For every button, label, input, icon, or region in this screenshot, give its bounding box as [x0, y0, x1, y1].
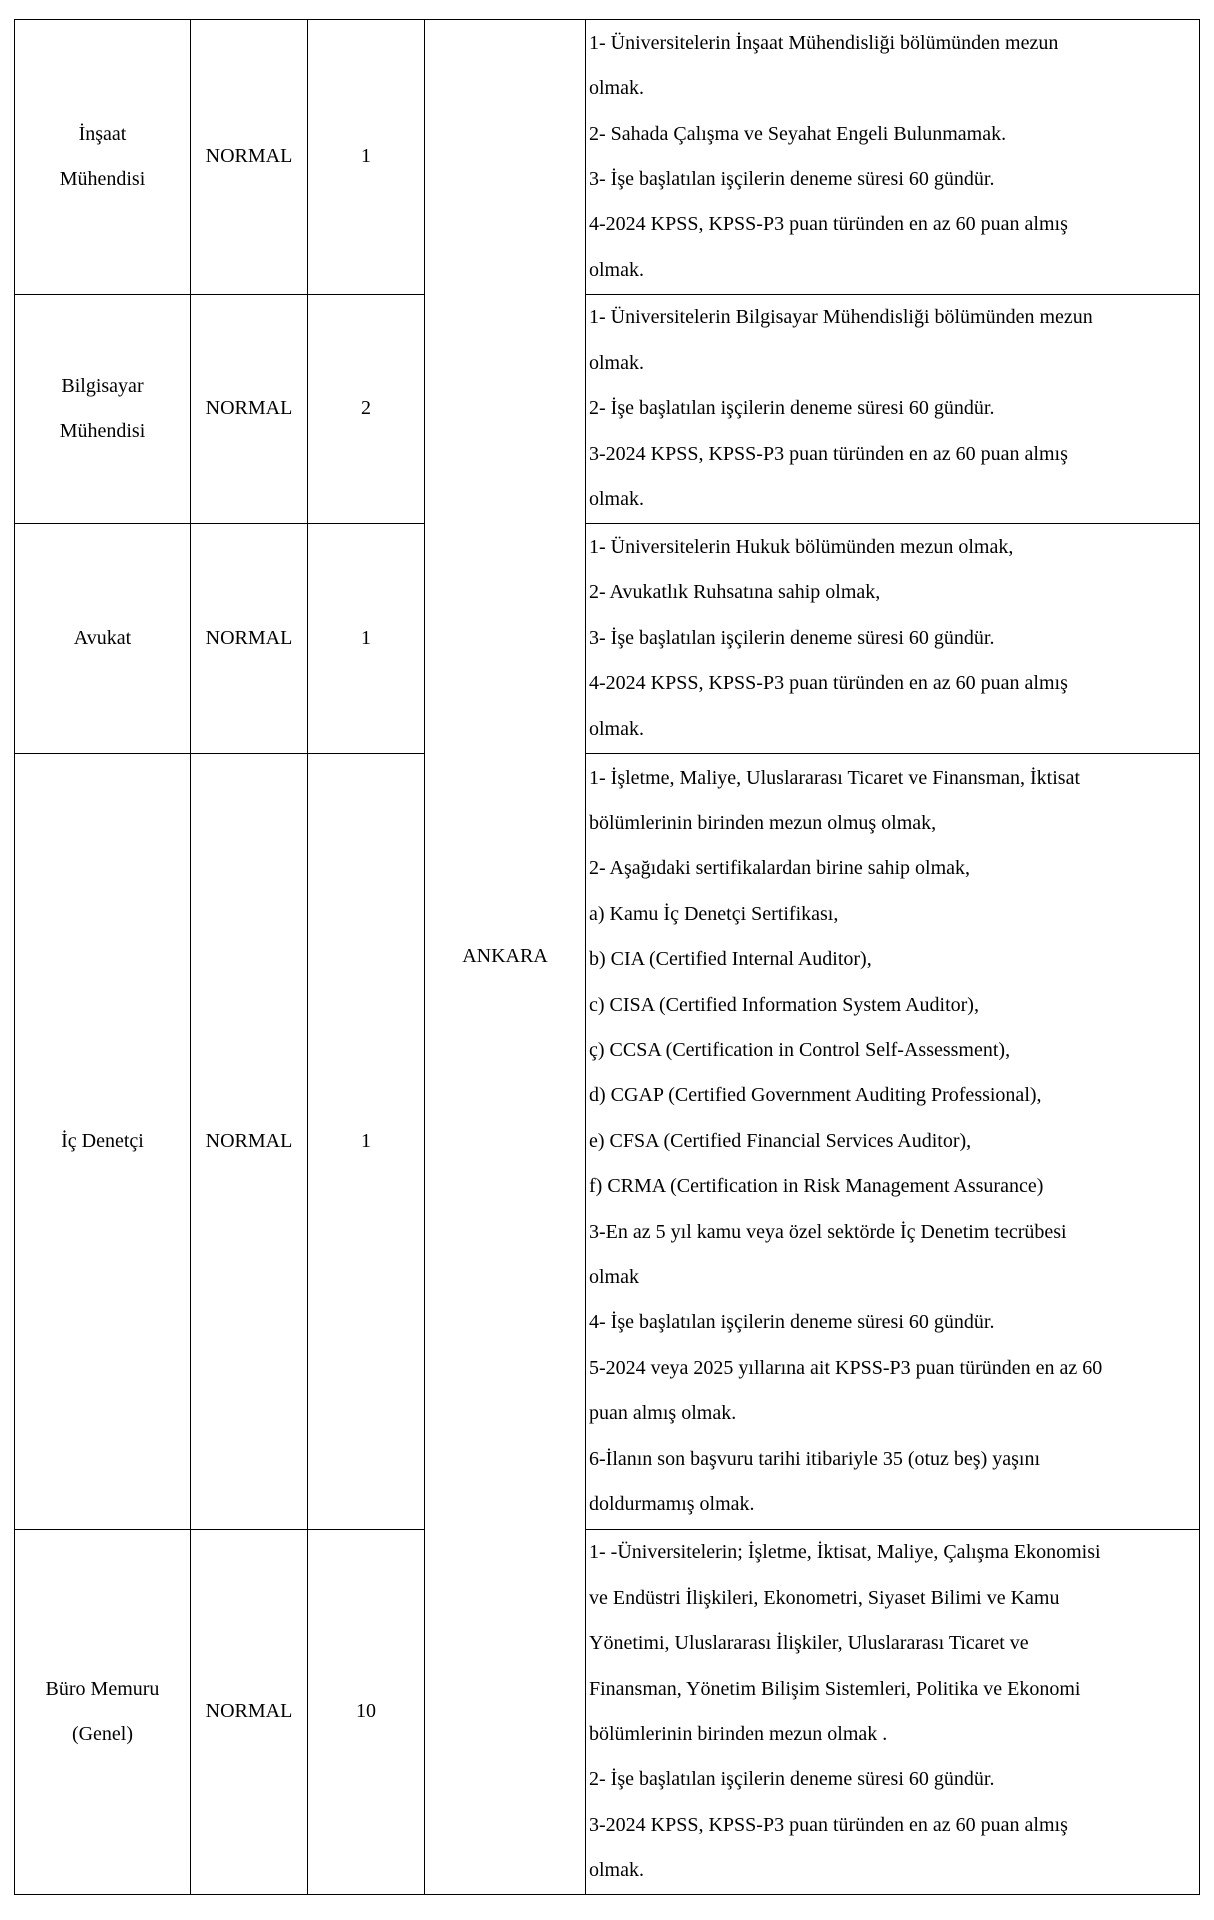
type-cell: NORMAL [191, 20, 308, 295]
text-line: Büro Memuru [45, 1677, 160, 1700]
text-line: 2- Sahada Çalışma ve Seyahat Engeli Bulunmamak. [589, 122, 1007, 145]
text-line: Yönetimi, Uluslararası İlişkiler, Uluslararası Ticaret ve [589, 1632, 1029, 1655]
position-cell [15, 20, 191, 295]
text-line: 2- Aşağıdaki sertifikalardan birine sahip olmak, [589, 857, 971, 880]
table-row [15, 295, 1200, 524]
text-line: Bilgisayar [61, 374, 144, 397]
requirements-cell [586, 1530, 1200, 1895]
type-cell: NORMAL [191, 295, 308, 524]
table-row [15, 524, 1200, 754]
text-line: bölümlerinin birinden mezun olmak . [589, 1723, 888, 1745]
text-line: 6-İlanın son başvuru tarihi itibariyle 35 (otuz beş) yaşını [589, 1447, 1041, 1470]
text-line: 4-2024 KPSS, KPSS-P3 puan türünden en az 60 puan almış [589, 672, 1068, 695]
text-line: 3-En az 5 yıl kamu veya özel sektörde İç Denetim tecrübesi [589, 1220, 1067, 1243]
text-line: olmak. [589, 1859, 644, 1882]
text-line: İnşaat [78, 122, 127, 145]
text-line: ç) CCSA (Certification in Control Self-Assessment), [589, 1038, 1011, 1061]
table-row [15, 1530, 1200, 1895]
count-cell: 1 [308, 20, 425, 295]
text-line: 2- İşe başlatılan işçilerin deneme süresi 60 gündür. [589, 397, 995, 420]
text-line: olmak. [589, 717, 644, 740]
text-line: 1- Üniversitelerin İnşaat Mühendisliği bölümünden mezun [589, 31, 1059, 54]
text-line: e) CFSA (Certified Financial Services Auditor), [589, 1129, 972, 1152]
table-row [15, 20, 1200, 295]
text-line: f) CRMA (Certification in Risk Management Assurance) [589, 1175, 1044, 1198]
text-line: 4- İşe başlatılan işçilerin deneme süresi 60 gündür. [589, 1311, 995, 1334]
text-line: 3- İşe başlatılan işçilerin deneme süresi 60 gündür. [589, 626, 995, 649]
text-line: İç Denetçi [61, 1129, 144, 1152]
type-cell: NORMAL [191, 754, 308, 1530]
text-line: 3-2024 KPSS, KPSS-P3 puan türünden en az 60 puan almış [589, 442, 1068, 465]
text-line: olmak. [589, 77, 644, 100]
text-line: d) CGAP (Certified Government Auditing Professional), [589, 1084, 1042, 1107]
text-line: 1- İşletme, Maliye, Uluslararası Ticaret ve Finansman, İktisat [589, 766, 1081, 789]
text-line: 5-2024 veya 2025 yıllarına ait KPSS-P3 puan türünden en az 60 [589, 1356, 1103, 1379]
text-line: ve Endüstri İlişkileri, Ekonometri, Siyaset Bilimi ve Kamu [589, 1586, 1060, 1609]
requirements-cell [586, 524, 1200, 754]
count-cell: 10 [308, 1530, 425, 1895]
position-cell [15, 295, 191, 524]
text-line: b) CIA (Certified Internal Auditor), [589, 948, 872, 971]
text-line: Avukat [73, 626, 132, 649]
position-cell [15, 524, 191, 754]
text-line: olmak [589, 1266, 639, 1289]
text-line: c) CISA (Certified Information System Auditor), [589, 993, 979, 1016]
text-line: 1- -Üniversitelerin; İşletme, İktisat, Maliye, Çalışma Ekonomisi [589, 1541, 1101, 1564]
text-line: Finansman, Yönetim Bilişim Sistemleri, Politika ve Ekonomi [589, 1677, 1081, 1700]
text-line: Mühendisi [59, 420, 146, 442]
text-line: doldurmamış olmak. [589, 1493, 755, 1516]
text-line: 3- İşe başlatılan işçilerin deneme süresi 60 gündür. [589, 168, 995, 190]
position-cell [15, 754, 191, 1530]
type-cell: NORMAL [191, 1530, 308, 1895]
text-line: olmak. [589, 258, 644, 281]
text-line: 3-2024 KPSS, KPSS-P3 puan türünden en az 60 puan almış [589, 1813, 1068, 1836]
requirements-cell [586, 20, 1200, 295]
requirements-cell [586, 754, 1200, 1530]
text-line: olmak. [589, 488, 644, 511]
count-cell: 2 [308, 295, 425, 524]
text-line: 1- Üniversitelerin Bilgisayar Mühendisliği bölümünden mezun [589, 306, 1093, 329]
text-line: Mühendisi [59, 168, 146, 190]
count-cell: 1 [308, 524, 425, 754]
text-line: 2- Avukatlık Ruhsatına sahip olmak, [589, 581, 881, 604]
count-cell: 1 [308, 754, 425, 1530]
text-line: bölümlerinin birinden mezun olmuş olmak, [589, 811, 937, 834]
text-line: 2- İşe başlatılan işçilerin deneme süresi 60 gündür. [589, 1768, 995, 1791]
position-cell [15, 1530, 191, 1895]
location-cell: ANKARA [425, 20, 586, 1895]
type-cell: NORMAL [191, 524, 308, 754]
text-line: 1- Üniversitelerin Hukuk bölümünden mezun olmak, [589, 535, 1014, 558]
table-row [15, 754, 1200, 1530]
text-line: olmak. [589, 351, 644, 374]
job-listing-table [14, 19, 1200, 1895]
requirements-cell [586, 295, 1200, 524]
text-line: puan almış olmak. [589, 1402, 737, 1425]
text-line: a) Kamu İç Denetçi Sertifikası, [589, 902, 839, 925]
text-line: (Genel) [71, 1723, 134, 1745]
text-line: 4-2024 KPSS, KPSS-P3 puan türünden en az 60 puan almış [589, 213, 1068, 236]
